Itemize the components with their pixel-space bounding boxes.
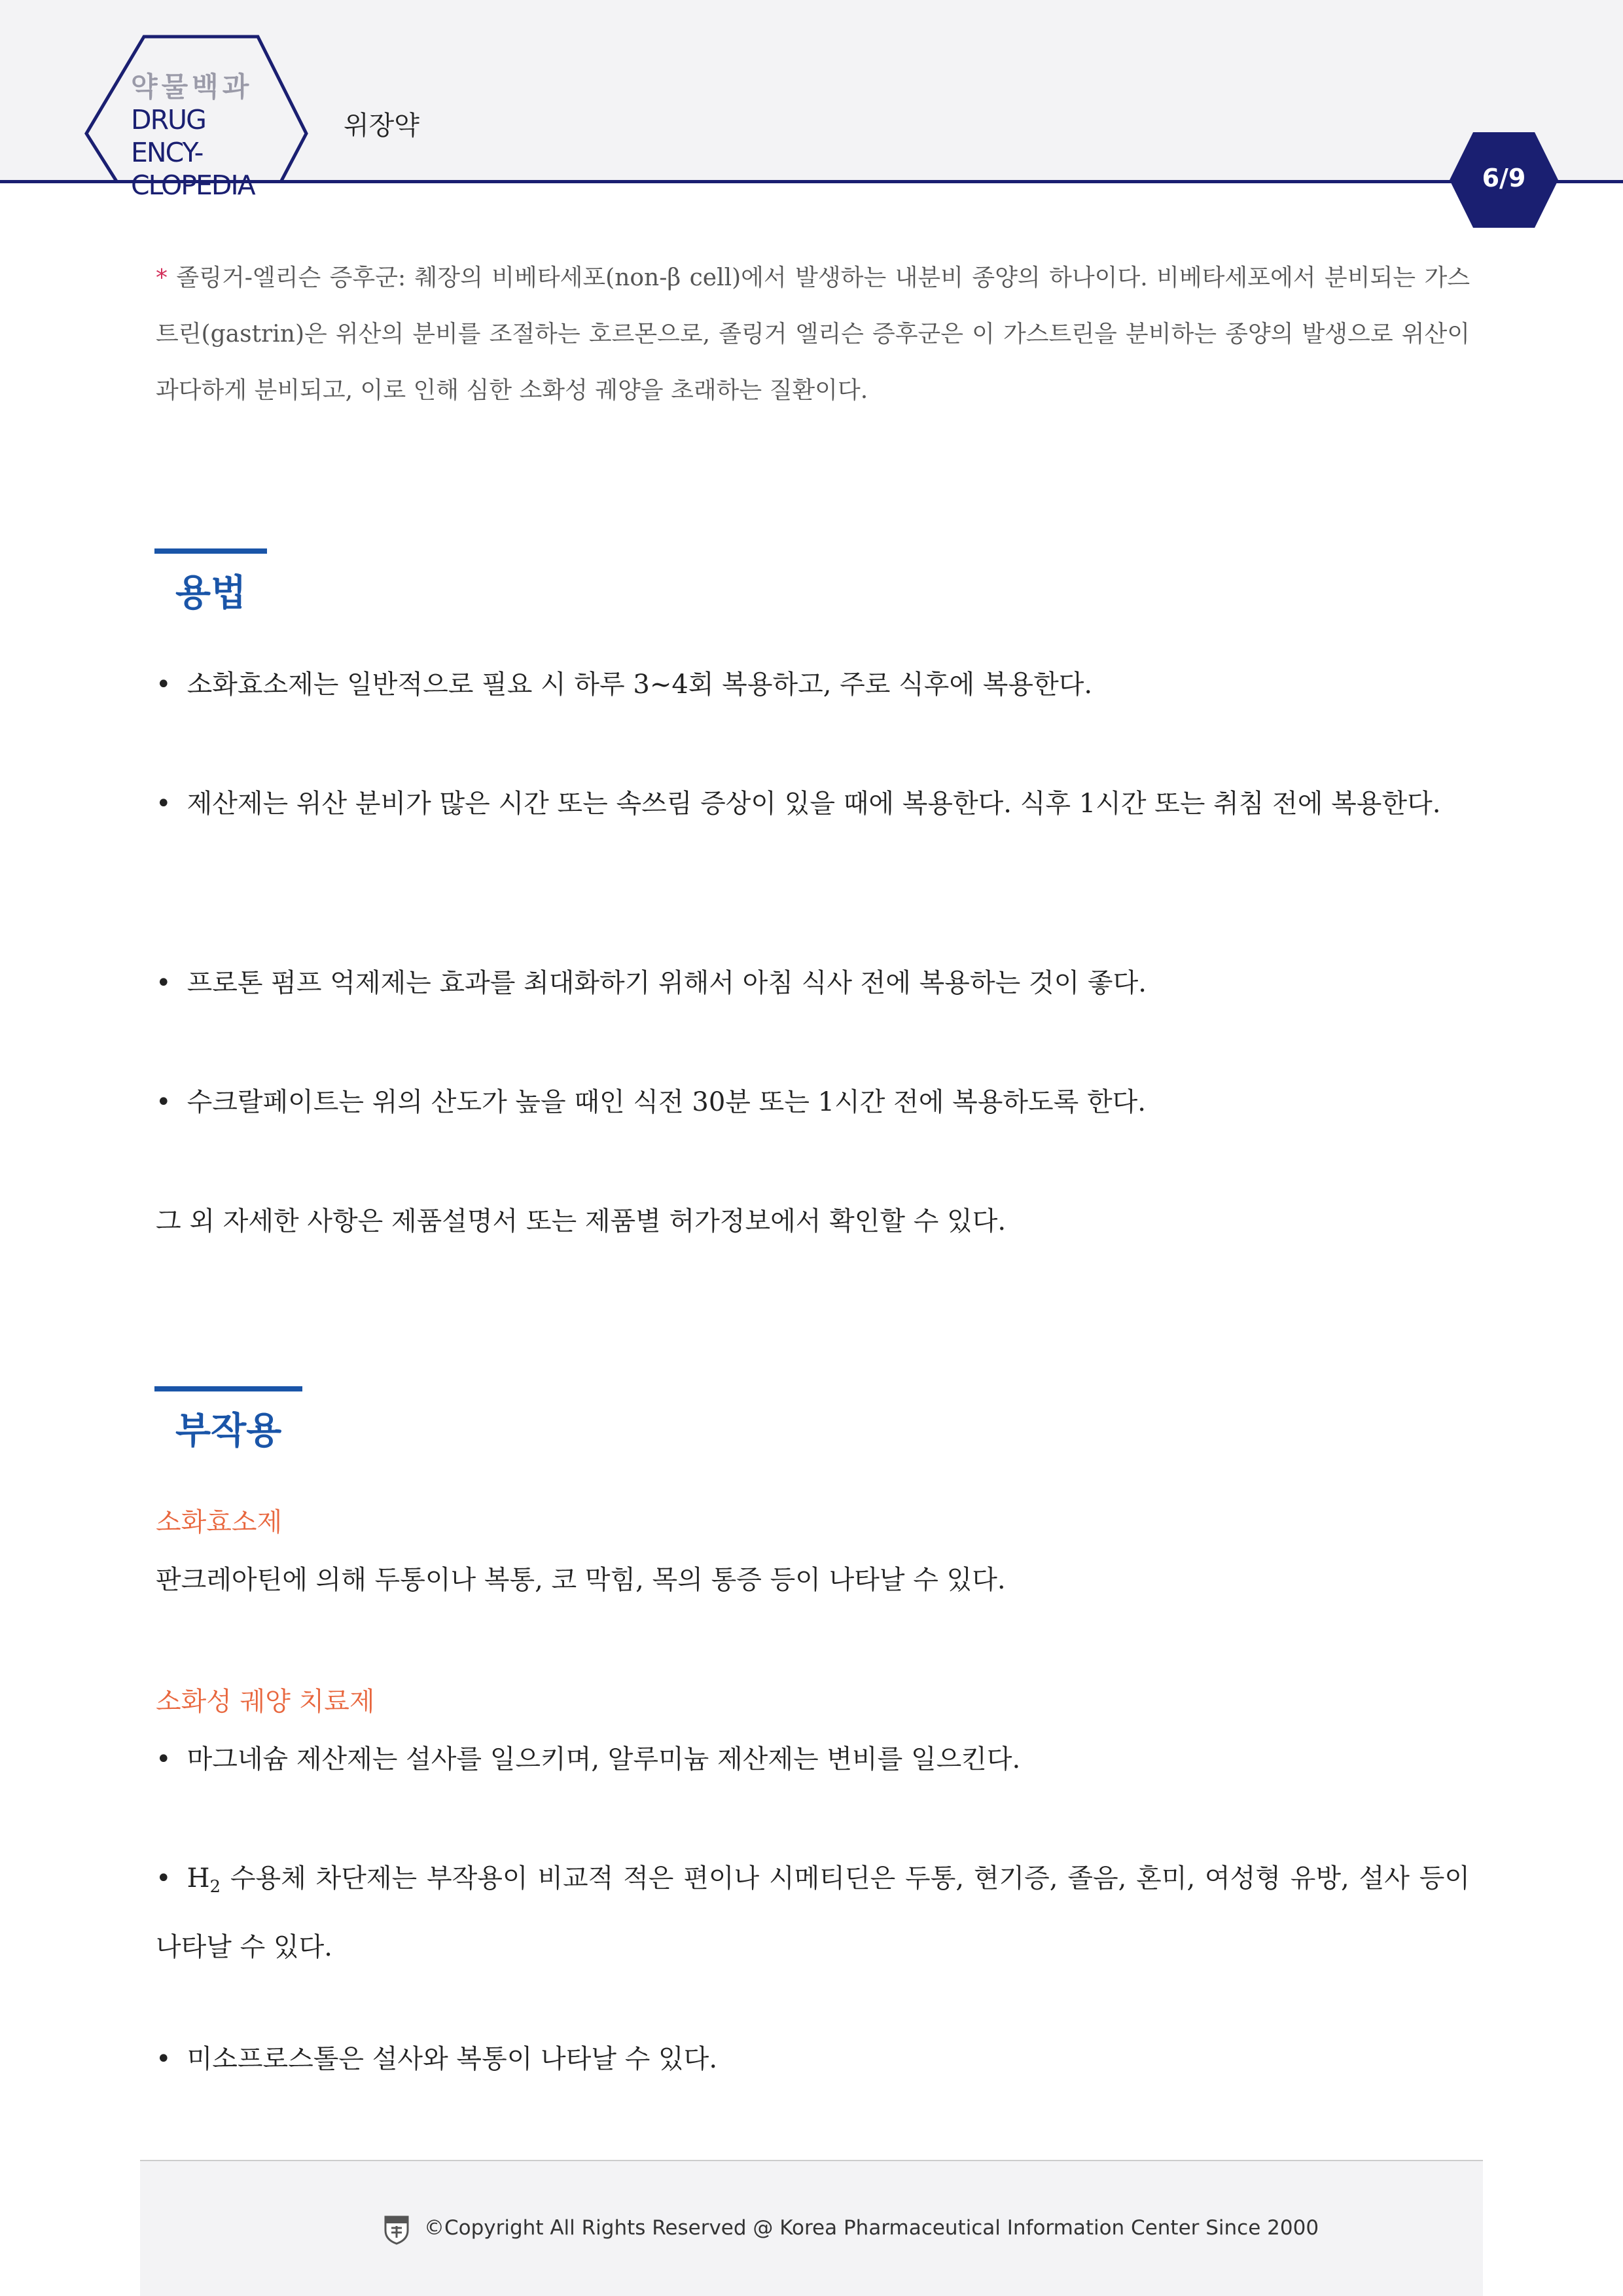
usage-item-text: 제산제는 위산 분비가 많은 시간 또는 속쓰림 증상이 있을 때에 복용한다. 식후 1시간 또는 취침 전에 복용한다. (187, 789, 1441, 819)
bullet-icon: • (156, 1744, 171, 1774)
logo (131, 71, 275, 202)
usage-item-2 (156, 774, 1470, 834)
usage-item-text: 수크랄페이트는 위의 산도가 높을 때인 식전 30분 또는 1시간 전에 복용하도록 한다. (187, 1087, 1146, 1117)
usage-item-4 (156, 1072, 1470, 1132)
h2-prefix: H (187, 1863, 210, 1893)
side-effect-item-text: 마그네슘 제산제는 설사를 일으키며, 알루미늄 제산제는 변비를 일으킨다. (187, 1744, 1021, 1774)
footnote-marker: * (156, 264, 168, 291)
subhead-ulcer-treatment: 소화성 궤양 치료제 (156, 1687, 375, 1717)
bullet-icon: • (156, 968, 171, 998)
h2-subscript: 2 (209, 1877, 221, 1897)
usage-item-text: 소화효소제는 일반적으로 필요 시 하루 3~4회 복용하고, 주로 식후에 복용한다. (187, 670, 1093, 700)
logo-english-line2: CLOPEDIA (131, 170, 255, 201)
section-bar-usage (154, 548, 267, 554)
section-bar-side-effects (154, 1386, 302, 1391)
side-effect-item-3 (156, 2029, 1470, 2089)
logo-korean: 약물백과 (131, 71, 253, 103)
side-effect-item-text: 수용체 차단제는 부작용이 비교적 적은 편이나 시메티딘은 두통, 현기증, 졸음, 혼미, 여성형 유방, 설사 등이 나타날 수 있다. (156, 1863, 1470, 1962)
bullet-icon: • (156, 2044, 171, 2074)
bullet-icon: • (156, 670, 171, 700)
logo-english-line1: DRUG ENCY- (131, 104, 205, 168)
side-effect-enzyme-text: 판크레아틴에 의해 두통이나 복통, 코 막힘, 목의 통증 등이 나타날 수 있다. (156, 1565, 1006, 1595)
usage-item-text: 프로톤 펌프 억제제는 효과를 최대화하기 위해서 아침 식사 전에 복용하는 것이 좋다. (187, 968, 1147, 998)
side-effect-item-2 (156, 1848, 1470, 1977)
footnote-text: 졸링거-엘리슨 증후군: 췌장의 비베타세포(non-β cell)에서 발생하는 내분비 종양의 하나이다. 비베타세포에서 분비되는 가스트린(gastrin)은 위산의 분비를 조절하는 호르몬으로, 졸링거 엘리슨 증후군은 이 가스트린을 분비하는 종양의 발생으로 위산이 과다하게 분비되고, 이로 인해 심한 소화성 궤양을 초래하는 질환이다. (156, 264, 1470, 404)
subhead-digestive-enzyme: 소화효소제 (156, 1507, 283, 1537)
shield-logo-icon (383, 2215, 410, 2245)
footnote (156, 250, 1470, 419)
usage-item-3 (156, 953, 1470, 1013)
side-effect-item-1 (156, 1729, 1470, 1789)
section-title-usage: 용법 (175, 572, 247, 615)
side-effect-item-text: 미소프로스톨은 설사와 복통이 나타날 수 있다. (187, 2044, 718, 2074)
copyright-text: ©Copyright All Rights Reserved @ Korea Pharmaceutical Information Center Since 2000 (424, 2216, 1319, 2240)
bullet-icon: • (156, 1863, 171, 1893)
bullet-icon: • (156, 1087, 171, 1117)
usage-closing: 그 외 자세한 사항은 제품설명서 또는 제품별 허가정보에서 확인할 수 있다. (156, 1206, 1007, 1236)
section-title-side-effects: 부작용 (175, 1410, 282, 1452)
category-title: 위장약 (344, 111, 419, 141)
bullet-icon: • (156, 789, 171, 819)
usage-item-1 (156, 655, 1470, 715)
page-number: 6/9 (1482, 164, 1526, 192)
